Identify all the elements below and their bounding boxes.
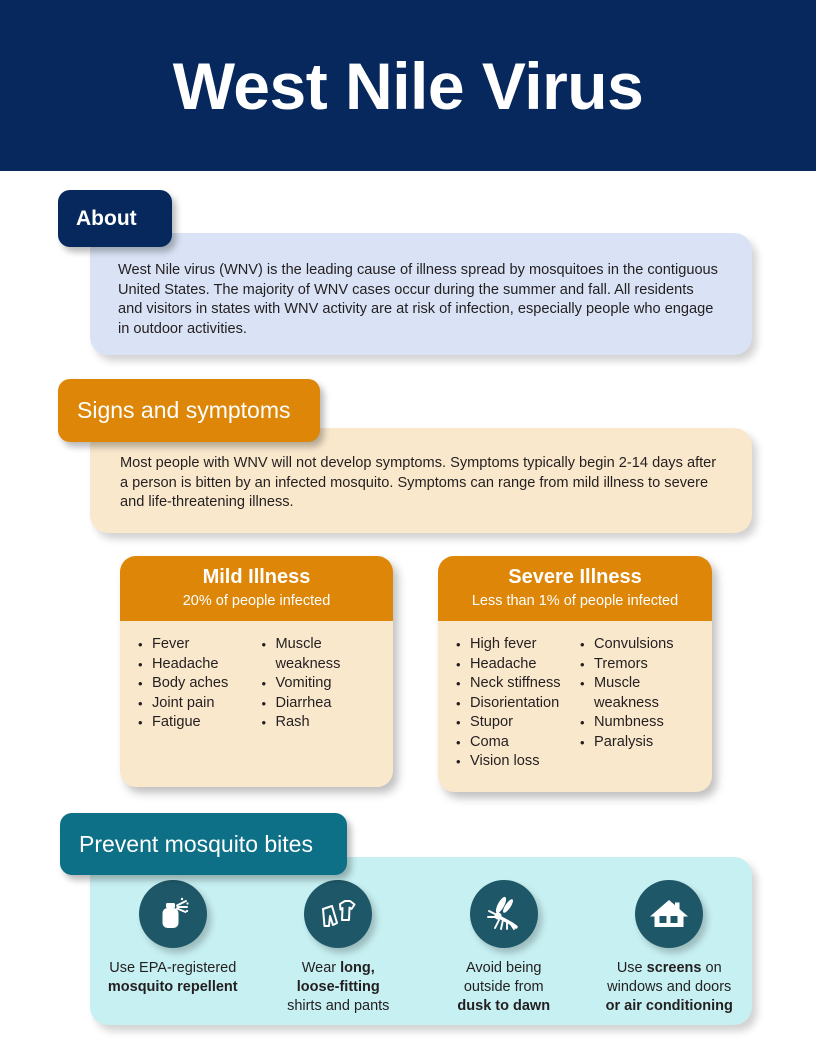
illness-card-mild-title: Mild Illness <box>202 566 311 588</box>
symptom-list-item: • Diarrhea <box>276 694 384 714</box>
section-tab-about <box>58 190 172 247</box>
symptom-list <box>454 635 578 772</box>
illness-card-severe-title: Severe Illness <box>508 566 642 588</box>
spray-can-icon <box>139 880 207 948</box>
symptom-list-item: • Headache <box>152 655 260 675</box>
caption-line-3: dusk to dawn <box>457 998 551 1014</box>
symptom-list-item: • Fever <box>152 635 260 655</box>
symptom-list-item: • Paralysis <box>594 733 702 753</box>
section-tab-prevent-label: Prevent mosquito bites <box>79 830 313 857</box>
prevention-tile-screens-caption <box>594 959 744 1016</box>
illness-card-severe-subtitle: Less than 1% of people infected <box>471 593 679 609</box>
prevention-tile-repellent-caption <box>98 959 248 997</box>
symptom-list-item: • Convulsions <box>594 635 702 655</box>
symptom-list-item: • Joint pain <box>152 694 260 714</box>
mosquito-icon <box>470 880 538 948</box>
symptom-list-item: • Vision loss <box>470 752 578 772</box>
section-panel-about <box>90 233 752 355</box>
prevention-tile-repellent <box>98 880 248 997</box>
symptom-list <box>260 635 384 733</box>
illness-card-mild-body <box>120 621 393 733</box>
illness-card-mild-subtitle: 20% of people infected <box>182 593 331 609</box>
about-body-text: West Nile virus (WNV) is the leading cause of illness spread by mosquitoes in the contiguous United States. The majority of WNV cases occur during the summer and fall. All residents and visitors in states with WNV activity are at risk of infection, especially people who engage in outdoor activities. <box>118 262 718 337</box>
illness-card-severe-header <box>438 556 712 621</box>
symptom-list-item: • Disorientation <box>470 694 578 714</box>
caption-line-1-bold: screens <box>646 960 702 976</box>
illness-card-severe-column-right <box>578 635 702 772</box>
caption-line-1: Use <box>616 960 647 976</box>
illness-card-severe-column-left <box>454 635 578 772</box>
page-title: West Nile Virus <box>172 48 644 123</box>
prevention-tile-clothing-caption <box>263 959 413 1016</box>
illness-card-severe <box>438 556 712 792</box>
symptom-list <box>136 635 260 733</box>
caption-line-2: windows and doors <box>607 979 732 995</box>
prevention-tile-dusk-dawn-caption <box>429 959 579 1016</box>
section-tab-prevent <box>60 813 347 875</box>
illness-card-mild <box>120 556 393 787</box>
symptom-list-item: • Tremors <box>594 655 702 675</box>
caption-line-1: Use EPA-registered <box>109 960 237 976</box>
symptom-list-item: • Stupor <box>470 713 578 733</box>
symptom-list-item: • Headache <box>470 655 578 675</box>
caption-line-1: Avoid being <box>465 960 542 976</box>
caption-line-1-bold: long, <box>340 960 375 976</box>
signs-body-text: Most people with WNV will not develop symptoms. Symptoms typically begin 2-14 days after a person is bitten by an infected mosquito. Symptoms can range from mild illness to severe and life-threatening illness. <box>120 455 717 510</box>
symptom-list-item: • High fever <box>470 635 578 655</box>
caption-line-1: Wear <box>301 960 341 976</box>
symptom-list-item: • Rash <box>276 713 384 733</box>
illness-card-mild-column-left <box>136 635 260 733</box>
caption-line-3: or air conditioning <box>605 998 733 1014</box>
house-icon <box>635 880 703 948</box>
prevention-tile-dusk-dawn <box>429 880 579 1016</box>
symptom-list-item: • Numbness <box>594 713 702 733</box>
clothing-icon <box>304 880 372 948</box>
illness-card-mild-column-right <box>260 635 384 733</box>
prevention-tile-clothing <box>263 880 413 1016</box>
caption-line-1-tail: on <box>701 960 722 976</box>
symptom-list-item: • Neck stiffness <box>470 674 578 694</box>
caption-line-3: shirts and pants <box>287 998 390 1014</box>
caption-line-2: loose-fitting <box>296 979 380 995</box>
section-tab-signs-label: Signs and symptoms <box>77 397 291 423</box>
section-panel-signs <box>90 428 752 533</box>
symptom-list <box>578 635 702 752</box>
caption-line-2: mosquito repellent <box>107 979 238 995</box>
section-tab-signs <box>58 379 320 442</box>
symptom-list-item: • Body aches <box>152 674 260 694</box>
prevention-tile-screens <box>594 880 744 1016</box>
prevention-tiles-row <box>90 880 752 1025</box>
section-tab-about-label: About <box>76 206 137 230</box>
illness-card-severe-body <box>438 621 712 772</box>
illness-card-mild-header <box>120 556 393 621</box>
caption-line-2: outside from <box>463 979 544 995</box>
symptom-list-item: • Fatigue <box>152 713 260 733</box>
symptom-list-item: • Muscle weakness <box>594 674 702 713</box>
symptom-list-item: • Muscle weakness <box>276 635 384 674</box>
symptom-list-item: • Vomiting <box>276 674 384 694</box>
symptom-list-item: • Coma <box>470 733 578 753</box>
